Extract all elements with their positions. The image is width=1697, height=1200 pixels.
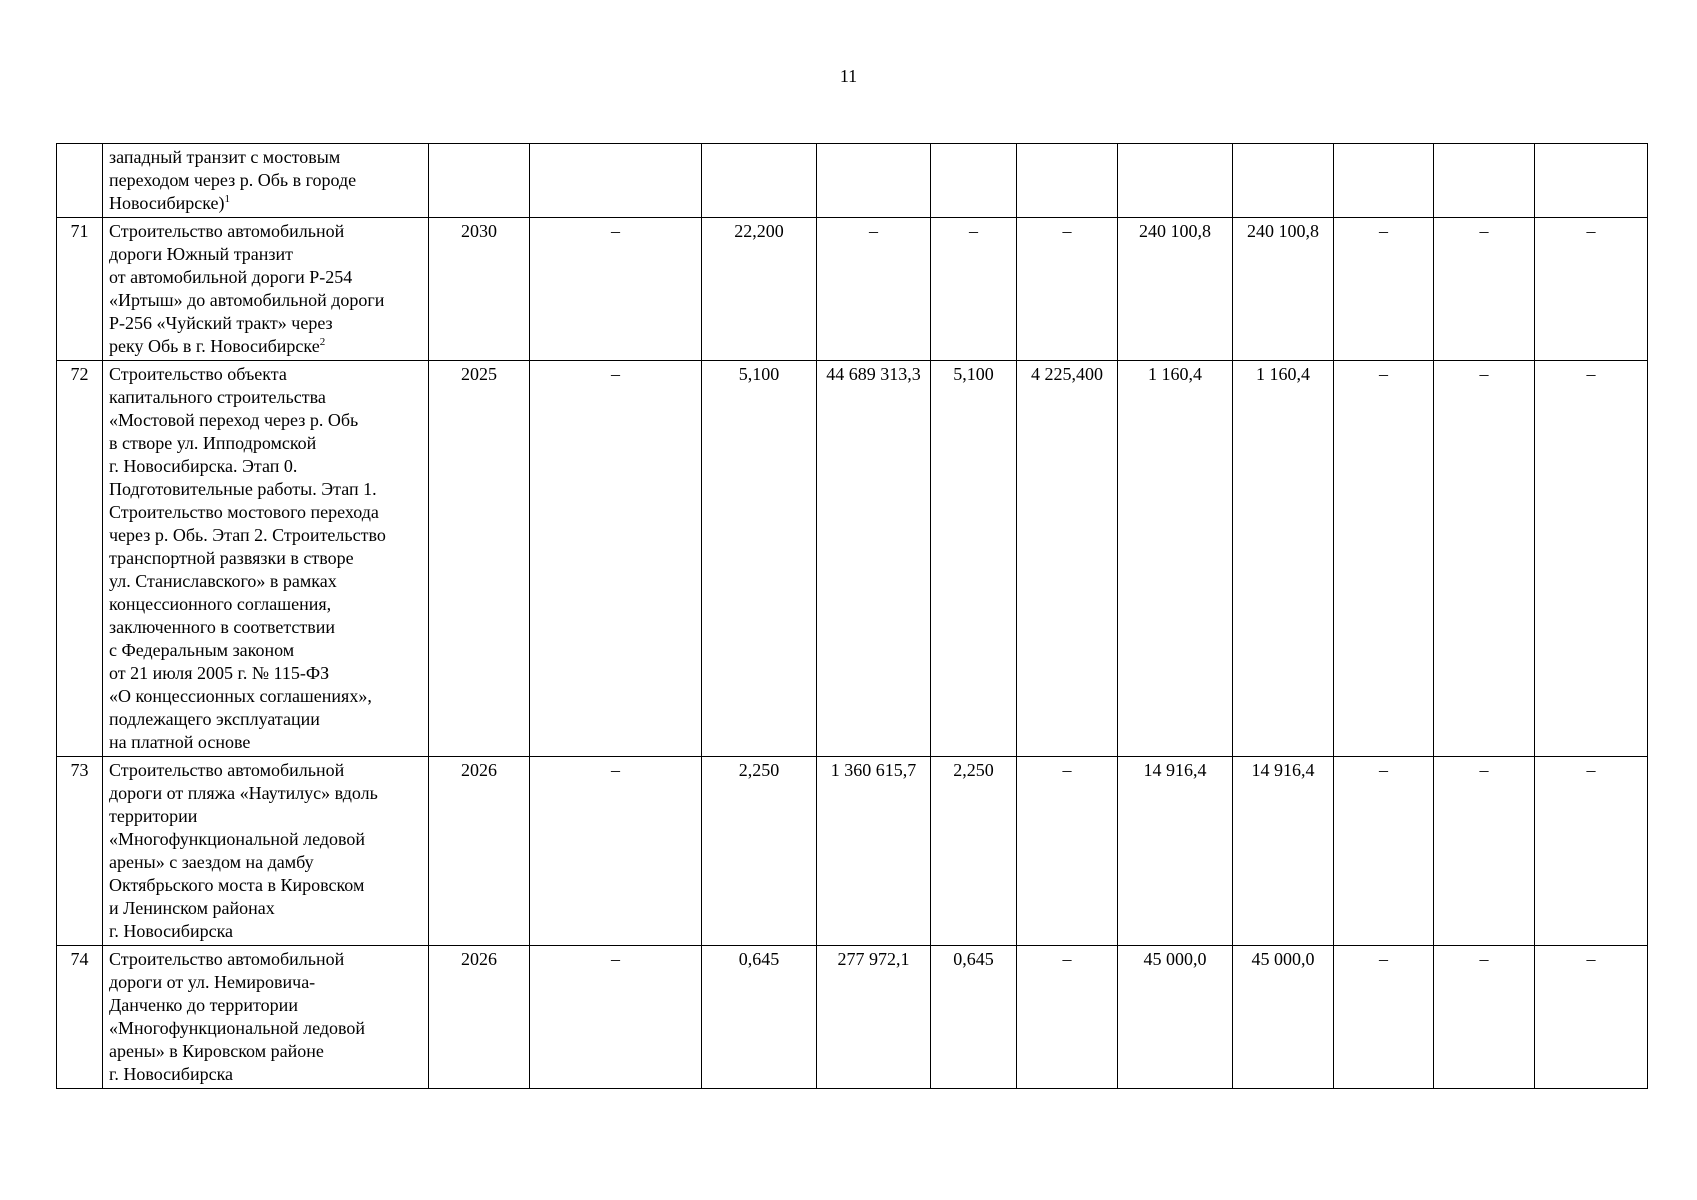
table-cell: – xyxy=(1017,218,1118,361)
table-cell: – xyxy=(1434,757,1535,946)
table-cell: – xyxy=(817,218,931,361)
table-cell: 45 000,0 xyxy=(1118,946,1233,1089)
description-line xyxy=(109,805,426,828)
description-line xyxy=(109,501,426,524)
object-description xyxy=(103,218,429,361)
description-line xyxy=(109,335,426,358)
description-line xyxy=(109,782,426,805)
project-table xyxy=(56,143,1648,1089)
description-line xyxy=(109,948,426,971)
table-cell: – xyxy=(530,946,702,1089)
description-text: от автомобильной дороги Р-254 xyxy=(109,267,353,287)
table-cell xyxy=(530,144,702,218)
row-number: 73 xyxy=(57,757,103,946)
table-cell: – xyxy=(1017,757,1118,946)
description-text: Новосибирске) xyxy=(109,193,225,213)
description-line xyxy=(109,851,426,874)
description-line xyxy=(109,994,426,1017)
table-cell: 2030 xyxy=(429,218,530,361)
table-cell xyxy=(817,144,931,218)
description-line xyxy=(109,593,426,616)
table-cell: – xyxy=(1334,757,1434,946)
description-text: от 21 июля 2005 г. № 115-ФЗ xyxy=(109,663,330,683)
table-cell: – xyxy=(1434,218,1535,361)
row-number: 72 xyxy=(57,361,103,757)
description-line xyxy=(109,363,426,386)
description-text: «О концессионных соглашениях», xyxy=(109,686,372,706)
description-line xyxy=(109,1063,426,1086)
description-line xyxy=(109,169,426,192)
table-cell: 5,100 xyxy=(702,361,817,757)
table-cell: 14 916,4 xyxy=(1118,757,1233,946)
table-row xyxy=(57,144,1648,218)
table-cell: – xyxy=(1334,946,1434,1089)
description-text: Р-256 «Чуйский тракт» через xyxy=(109,313,333,333)
table-cell: 4 225,400 xyxy=(1017,361,1118,757)
description-line xyxy=(109,386,426,409)
description-line xyxy=(109,243,426,266)
description-text: Подготовительные работы. Этап 1. xyxy=(109,479,377,499)
table-cell: 1 160,4 xyxy=(1118,361,1233,757)
description-text: концессионного соглашения, xyxy=(109,594,332,614)
description-text: арены» с заездом на дамбу xyxy=(109,852,314,872)
description-text: г. Новосибирска. Этап 0. xyxy=(109,456,298,476)
description-line xyxy=(109,192,426,215)
table-cell: 2025 xyxy=(429,361,530,757)
table-cell: 44 689 313,3 xyxy=(817,361,931,757)
table-cell: 0,645 xyxy=(702,946,817,1089)
description-text: через р. Обь. Этап 2. Строительство xyxy=(109,525,386,545)
description-line xyxy=(109,662,426,685)
table-cell: 2,250 xyxy=(702,757,817,946)
description-text: капитального строительства xyxy=(109,387,326,407)
description-text: реку Обь в г. Новосибирске xyxy=(109,336,320,356)
description-text: г. Новосибирска xyxy=(109,1064,234,1084)
table-cell: – xyxy=(1017,946,1118,1089)
table-cell xyxy=(702,144,817,218)
description-line xyxy=(109,220,426,243)
description-text: Строительство мостового перехода xyxy=(109,502,379,522)
description-line xyxy=(109,708,426,731)
table-cell xyxy=(1233,144,1334,218)
description-text: Данченко до территории xyxy=(109,995,298,1015)
table-cell: 1 360 615,7 xyxy=(817,757,931,946)
description-line xyxy=(109,828,426,851)
object-description xyxy=(103,757,429,946)
description-text: «Многофункциональной ледовой xyxy=(109,829,366,849)
description-text: дороги Южный транзит xyxy=(109,244,294,264)
description-line xyxy=(109,759,426,782)
description-line xyxy=(109,455,426,478)
description-line xyxy=(109,1017,426,1040)
description-text: транспортной развязки в створе xyxy=(109,548,354,568)
page-number: 11 xyxy=(839,66,858,86)
description-text: Строительство автомобильной xyxy=(109,760,345,780)
table-row xyxy=(57,946,1648,1089)
table-cell: 5,100 xyxy=(931,361,1017,757)
description-line xyxy=(109,478,426,501)
table-cell: 240 100,8 xyxy=(1118,218,1233,361)
description-line xyxy=(109,289,426,312)
object-description xyxy=(103,361,429,757)
description-line xyxy=(109,266,426,289)
description-line xyxy=(109,920,426,943)
description-line xyxy=(109,897,426,920)
description-text: арены» в Кировском районе xyxy=(109,1041,324,1061)
table-cell: – xyxy=(1334,361,1434,757)
description-text: «Многофункциональной ледовой xyxy=(109,1018,366,1038)
description-text: г. Новосибирска xyxy=(109,921,234,941)
table-row xyxy=(57,757,1648,946)
footnote-marker: 1 xyxy=(224,193,231,205)
description-text: подлежащего эксплуатации xyxy=(109,709,320,729)
table-row xyxy=(57,218,1648,361)
table-cell: – xyxy=(530,218,702,361)
table-cell: – xyxy=(931,218,1017,361)
row-number: 71 xyxy=(57,218,103,361)
table-cell: – xyxy=(1535,757,1648,946)
table-cell: 240 100,8 xyxy=(1233,218,1334,361)
table-cell xyxy=(1334,144,1434,218)
description-line xyxy=(109,312,426,335)
description-text: западный транзит с мостовым xyxy=(109,147,341,167)
table-cell: 2,250 xyxy=(931,757,1017,946)
table-cell: 2026 xyxy=(429,946,530,1089)
table-row xyxy=(57,361,1648,757)
description-text: территории xyxy=(109,806,198,826)
table-cell: – xyxy=(1535,361,1648,757)
description-text: и Ленинском районах xyxy=(109,898,275,918)
description-line xyxy=(109,685,426,708)
description-line xyxy=(109,432,426,455)
description-line xyxy=(109,547,426,570)
table-cell xyxy=(429,144,530,218)
description-text: Строительство объекта xyxy=(109,364,287,384)
table-cell: 22,200 xyxy=(702,218,817,361)
description-line xyxy=(109,1040,426,1063)
footnote-marker: 2 xyxy=(319,336,326,348)
row-number: 74 xyxy=(57,946,103,1089)
table-cell xyxy=(931,144,1017,218)
table-cell: – xyxy=(1334,218,1434,361)
table-cell: – xyxy=(1535,946,1648,1089)
table-cell: 2026 xyxy=(429,757,530,946)
description-text: Октябрьского моста в Кировском xyxy=(109,875,365,895)
description-line xyxy=(109,524,426,547)
description-line xyxy=(109,874,426,897)
description-text: на платной основе xyxy=(109,732,251,752)
table-cell xyxy=(1434,144,1535,218)
description-line xyxy=(109,731,426,754)
table-cell: 0,645 xyxy=(931,946,1017,1089)
table-cell: – xyxy=(1434,946,1535,1089)
table-cell: – xyxy=(1434,361,1535,757)
description-text: ул. Станиславского» в рамках xyxy=(109,571,337,591)
description-text: переходом через р. Обь в городе xyxy=(109,170,357,190)
description-text: заключенного в соответствии xyxy=(109,617,336,637)
description-text: с Федеральным законом xyxy=(109,640,295,660)
table-cell: – xyxy=(530,757,702,946)
row-number xyxy=(57,144,103,218)
description-text: Строительство автомобильной xyxy=(109,221,345,241)
description-line xyxy=(109,639,426,662)
table-cell: – xyxy=(530,361,702,757)
table-cell: 45 000,0 xyxy=(1233,946,1334,1089)
table-cell: 1 160,4 xyxy=(1233,361,1334,757)
table-cell: 277 972,1 xyxy=(817,946,931,1089)
object-description xyxy=(103,144,429,218)
table-cell xyxy=(1535,144,1648,218)
description-line xyxy=(109,409,426,432)
table-cell: – xyxy=(1535,218,1648,361)
description-text: Строительство автомобильной xyxy=(109,949,345,969)
description-text: дороги от ул. Немировича- xyxy=(109,972,316,992)
description-line xyxy=(109,616,426,639)
description-text: «Мостовой переход через р. Обь xyxy=(109,410,359,430)
table-cell xyxy=(1118,144,1233,218)
table-cell xyxy=(1017,144,1118,218)
table-cell: 14 916,4 xyxy=(1233,757,1334,946)
description-text: «Иртыш» до автомобильной дороги xyxy=(109,290,385,310)
description-line xyxy=(109,971,426,994)
description-line xyxy=(109,146,426,169)
object-description xyxy=(103,946,429,1089)
description-text: дороги от пляжа «Наутилус» вдоль xyxy=(109,783,378,803)
description-text: в створе ул. Ипподромской xyxy=(109,433,317,453)
description-line xyxy=(109,570,426,593)
